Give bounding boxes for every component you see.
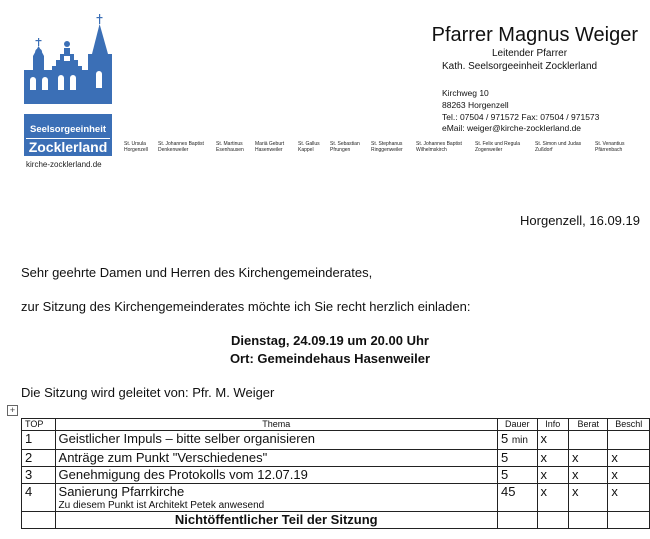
header-top: TOP xyxy=(22,419,56,431)
website-url: kirche-zocklerland.de xyxy=(26,160,102,169)
cell-thema: Geistlicher Impuls – bitte selber organisieren xyxy=(55,431,497,450)
item-note: Zu diesem Punkt ist Architekt Petek anwesend xyxy=(58,500,265,511)
cell-berat: x xyxy=(569,484,608,512)
letter-date: Horgenzell, 16.09.19 xyxy=(520,213,640,228)
cell-berat xyxy=(569,512,608,529)
item-title: Sanierung Pfarrkirche xyxy=(58,484,185,499)
parish-list xyxy=(124,141,644,157)
cell-dauer: 45 xyxy=(497,484,537,512)
address-street: Kirchweg 10 xyxy=(442,88,489,98)
cell-top xyxy=(22,512,56,529)
cell-berat: x xyxy=(569,467,608,484)
table-row xyxy=(22,450,650,467)
table-move-handle-icon[interactable]: + xyxy=(7,405,18,416)
cell-thema xyxy=(55,484,497,512)
cell-beschl: x xyxy=(608,467,650,484)
header-info: Info xyxy=(537,419,568,431)
cell-beschl xyxy=(608,431,650,450)
cell-info xyxy=(537,512,568,529)
meeting-location: Ort: Gemeindehaus Hasenweiler xyxy=(229,351,431,366)
cell-dauer xyxy=(497,512,537,529)
table-section-row xyxy=(22,512,650,529)
church-logo xyxy=(22,14,114,156)
cell-berat xyxy=(569,431,608,450)
section-title: Nichtöffentlicher Teil der Sitzung xyxy=(55,512,497,529)
cell-beschl xyxy=(608,512,650,529)
table-header-row xyxy=(22,419,650,431)
header-thema: Thema xyxy=(55,419,497,431)
phone-fax: Tel.: 07504 / 971572 Fax: 07504 / 971573 xyxy=(442,112,600,122)
header-berat: Berat xyxy=(569,419,608,431)
logo-text-line1: Seelsorgeeinheit xyxy=(29,124,107,135)
meeting-chair: Die Sitzung wird geleitet von: Pfr. M. Weiger xyxy=(21,385,275,400)
parish-item: St. Simon und Judas Zußdorf xyxy=(535,141,582,153)
cell-dauer: 5 min xyxy=(497,431,537,450)
cell-thema: Anträge zum Punkt "Verschiedenes" xyxy=(55,450,497,467)
parish-item: St. Venantius Pfärrenbach xyxy=(595,141,625,153)
cell-top: 1 xyxy=(22,431,56,450)
cell-beschl: x xyxy=(608,484,650,512)
organization-name: Kath. Seelsorgeeinheit Zocklerland xyxy=(442,61,598,72)
cell-top: 4 xyxy=(22,484,56,512)
cell-top: 2 xyxy=(22,450,56,467)
parish-item: St. Ursula Horgenzell xyxy=(124,141,148,153)
cell-dauer: 5 xyxy=(497,450,537,467)
cell-thema: Genehmigung des Protokolls vom 12.07.19 xyxy=(55,467,497,484)
cell-info: x xyxy=(537,450,568,467)
parish-item: Mariä Geburt Hasenweiler xyxy=(255,141,285,153)
cell-beschl: x xyxy=(608,450,650,467)
cell-info: x xyxy=(537,467,568,484)
logo-text-line2: Zocklerland xyxy=(28,139,108,155)
parish-item: St. Martinus Esenhausen xyxy=(216,141,244,153)
cell-dauer: 5 xyxy=(497,467,537,484)
header-dauer: Dauer xyxy=(497,419,537,431)
parish-item: St. Sebastian Pfrungen xyxy=(330,141,360,153)
header-beschl: Beschl xyxy=(608,419,650,431)
parish-item: St. Johannes Baptist Denkenweiler xyxy=(158,141,204,153)
invitation-text: zur Sitzung des Kirchengemeinderates möchte ich Sie recht herzlich einladen: xyxy=(21,299,471,314)
agenda-table xyxy=(21,418,650,529)
pastor-role: Leitender Pfarrer xyxy=(492,48,568,59)
meeting-datetime: Dienstag, 24.09.19 um 20.00 Uhr xyxy=(231,333,429,348)
cell-berat: x xyxy=(569,450,608,467)
table-row xyxy=(22,431,650,450)
cell-info: x xyxy=(537,484,568,512)
parish-item: St. Stephanus Ringgenweiler xyxy=(371,141,403,153)
table-row xyxy=(22,467,650,484)
parish-item: St. Felix und Regula Zogenweiler xyxy=(475,141,521,153)
parish-item: St. Gallus Kappel xyxy=(298,141,320,153)
salutation: Sehr geehrte Damen und Herren des Kirchengemeinderates, xyxy=(21,265,373,280)
cell-top: 3 xyxy=(22,467,56,484)
email-address: eMail: weiger@kirche-zocklerland.de xyxy=(442,123,582,133)
pastor-name: Pfarrer Magnus Weiger xyxy=(431,24,638,46)
table-row xyxy=(22,484,650,512)
cell-info: x xyxy=(537,431,568,450)
parish-item: St. Johannes Baptist Wilhelmskirch xyxy=(416,141,462,153)
address-city: 88263 Horgenzell xyxy=(442,100,509,110)
